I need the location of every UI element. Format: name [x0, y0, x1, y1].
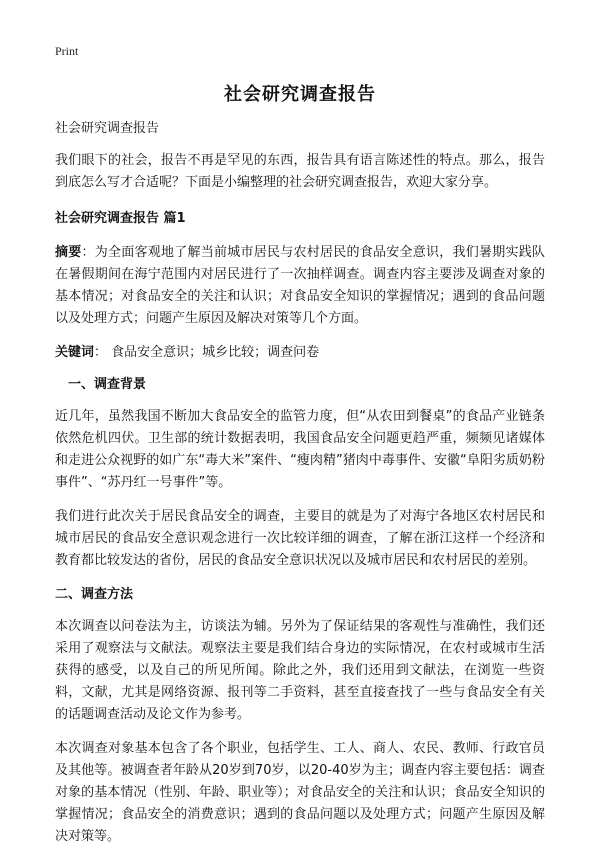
section-heading: 社会研究调查报告 篇1 [55, 211, 186, 226]
abstract-label: 摘要 [55, 245, 82, 260]
background-paragraph-2: 我们进行此次关于居民食品安全的调查，主要目的就是为了对海宁各地区农村居民和城市居民的食品安全意识观念进行一次比较详细的调查，了解在浙江这样一个经济和教育都比较发达的省份，居民的食品安全意识状况以及城市居民和农村居民的差别。 [55, 509, 545, 568]
document-body [55, 118, 545, 860]
keywords-line [55, 342, 545, 364]
document-subtitle: 社会研究调查报告 [55, 121, 160, 136]
intro-paragraph: 我们眼下的社会，报告不再是罕见的东西，报告具有语言陈述性的特点。那么，报告到底怎么写才合适呢？下面是小编整理的社会研究调查报告，欢迎大家分享。 [55, 153, 545, 190]
background-paragraph-1: 近几年，虽然我国不断加大食品安全的监管力度，但“从农田到餐桌”的食品产业链条依然危机四伏。卫生部的统计数据表明，我国食品安全问题更趋严重，频频见诸媒体和走进公众视野的如广东“毒大米”案件、“瘦肉精”猪肉中毒事件、安徽“阜阳劣质奶粉事件”、“苏丹红一号事件”等。 [55, 409, 545, 490]
background-heading: 一、调查背景 [68, 377, 147, 392]
method-paragraph-2: 本次调查对象基本包含了各个职业，包括学生、工人、商人、农民、教师、行政官员及其他等。被调查者年龄从20岁到70岁，以20-40岁为主；调查内容主要包括：调查对象的基本情况（性别、年龄、职业等）；对食品安全的关注和认识；食品安全知识的掌握情况；食品安全的消费意识；遇到的食品问题以及处理方式；问题产生原因及解决对策等。 [55, 741, 545, 844]
page-title: 社会研究调查报告 [224, 84, 376, 105]
keywords-label: 关键词 [55, 345, 95, 360]
abstract-text: ：为全面客观地了解当前城市居民与农村居民的食品安全意识，我们暑期实践队在暑假期间在海宁范围内对居民进行了一次抽样调查。调查内容主要涉及调查对象的基本情况；对食品安全的关注和认识；对食品安全知识的掌握情况；遇到的食品问题以及处理方式；问题产生原因及解决对策等几个方面。 [55, 245, 545, 326]
abstract-paragraph [55, 242, 545, 330]
print-label: Print [55, 44, 79, 58]
method-heading: 二、调查方法 [55, 587, 134, 602]
method-paragraph-1: 本次调查以问卷法为主，访谈法为辅。另外为了保证结果的客观性与准确性，我们还采用了观察法与文献法。观察法主要是我们结合身边的实际情况，在农村或城市生活获得的感受，以及自己的所见所闻。除此之外，我们还用到文献法，在浏览一些资料，文献，尤其是网络资源、报刊等二手资料，甚至直接查找了一些与食品安全有关的话题调查活动及论文作为参考。 [55, 619, 545, 722]
keywords-text: ： 食品安全意识；城乡比较；调查问卷 [94, 345, 320, 360]
